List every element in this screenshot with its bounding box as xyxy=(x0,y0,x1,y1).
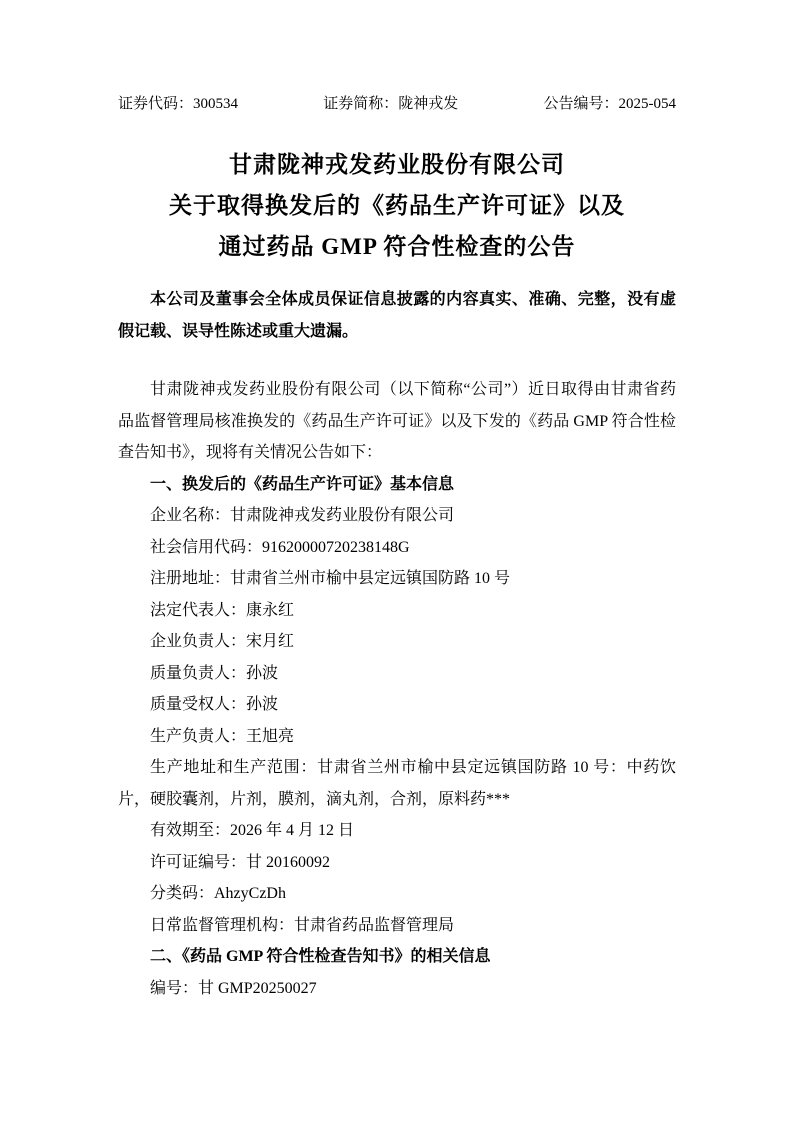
document-title xyxy=(118,144,676,267)
title-line-1: 甘肃陇神戎发药业股份有限公司 xyxy=(229,152,565,177)
info-item-quality-authorized: 质量受权人：孙波 xyxy=(150,696,279,713)
section-2-heading: 二、《药品 GMP 符合性检查告知书》的相关信息 xyxy=(150,948,491,965)
info-item-valid-until: 有效期至：2026 年 4 月 12 日 xyxy=(150,822,355,839)
info-item-production-head: 生产负责人：王旭亮 xyxy=(150,727,295,745)
document-header xyxy=(118,94,676,114)
info-item-classification-code: 分类码：AhzyCzDh xyxy=(150,885,286,902)
section-1-heading: 一、换发后的《药品生产许可证》基本信息 xyxy=(150,475,455,493)
stock-name-text: 证券简称：陇神戎发 xyxy=(323,96,459,112)
declaration-paragraph: 本公司及董事会全体成员保证信息披露的内容真实、准确、完整，没有虚假记载、误导性陈述或重大遗漏。 xyxy=(118,291,676,340)
title-line-2: 关于取得换发后的《药品生产许可证》以及 xyxy=(169,193,625,218)
info-item-legal-representative: 法定代表人：康永红 xyxy=(150,601,295,619)
info-item-gmp-number: 编号：甘 GMP20250027 xyxy=(150,979,317,997)
intro-paragraph: 甘肃陇神戎发药业股份有限公司（以下简称“公司”）近日取得由甘肃省药品监督管理局核准换发的《药品生产许可证》以及下发的《药品 GMP 符合性检查告知书》，现将有关情况公告如下： xyxy=(118,381,676,461)
info-item-enterprise-head: 企业负责人：宋月红 xyxy=(150,633,295,650)
info-item-supervision-agency: 日常监督管理机构：甘肃省药品监督管理局 xyxy=(150,916,455,934)
info-item-quality-head: 质量负责人：孙波 xyxy=(150,664,279,682)
stock-code-text: 证券代码：300534 xyxy=(118,96,239,112)
info-item-company-name: 企业名称：甘肃陇神戎发药业股份有限公司 xyxy=(150,507,455,524)
document-body xyxy=(118,374,676,1004)
info-item-license-number: 许可证编号：甘 20160092 xyxy=(150,853,331,871)
info-item-production-scope: 生产地址和生产范围：甘肃省兰州市榆中县定远镇国防路 10 号：中药饮片，硬胶囊剂，片剂，膜剂，滴丸剂，合剂，原料药*** xyxy=(118,759,676,808)
announcement-number-text: 公告编号：2025-054 xyxy=(543,96,676,112)
info-item-credit-code: 社会信用代码：91620000720238148G xyxy=(150,538,410,556)
title-line-3: 通过药品 GMP 符合性检查的公告 xyxy=(218,234,576,259)
info-item-registered-address: 注册地址：甘肃省兰州市榆中县定远镇国防路 10 号 xyxy=(150,570,511,587)
